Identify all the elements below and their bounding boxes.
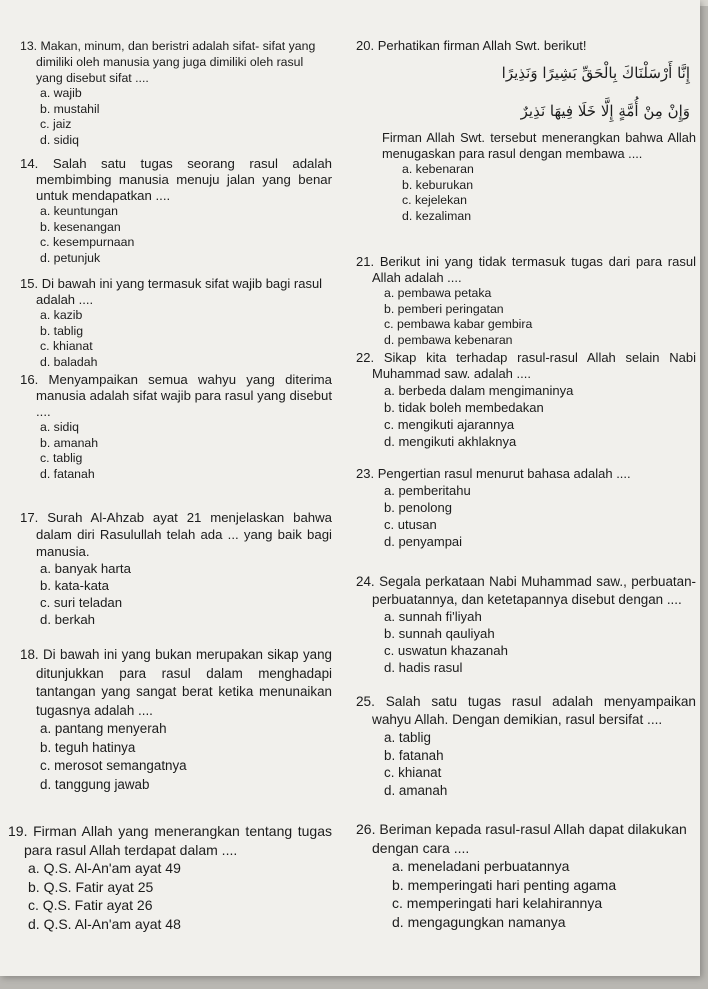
option-a[interactable]: a. Q.S. Al-An'am ayat 49	[28, 860, 181, 876]
option-c[interactable]: c. memperingati hari kelahirannya	[392, 895, 603, 911]
option-d[interactable]: d. pembawa kebenaran	[384, 332, 513, 347]
right-column	[356, 38, 696, 931]
question-stem: 26. Beriman kepada rasul-rasul Allah dapat dilakukan dengan cara ....	[356, 821, 687, 856]
question-21	[356, 254, 696, 350]
option-a[interactable]: a. sidiq	[40, 420, 79, 434]
option-a[interactable]: a. banyak harta	[40, 561, 131, 576]
option-b[interactable]: b. pemberi peringatan	[384, 301, 504, 316]
question-stem: 14. Salah satu tugas seorang rasul adalah membimbing manusia menuju jalan yang benar untuk mendapatkan ....	[20, 156, 332, 203]
arabic-verse-line-2: وَإِنْ مِنْ أُمَّةٍ إِلَّا خَلَا فِيهَا نَذِيرٌ	[520, 102, 690, 120]
option-c[interactable]: c. Q.S. Fatir ayat 26	[28, 897, 153, 913]
option-b[interactable]: b. kesenangan	[40, 219, 121, 234]
option-list	[356, 162, 696, 224]
question-23	[356, 466, 696, 573]
option-d[interactable]: d. petunjuk	[40, 250, 101, 265]
question-22	[356, 350, 696, 466]
question-stem: 21. Berikut ini yang tidak termasuk tugas dari para rasul Allah adalah ....	[356, 254, 696, 285]
question-stem: 20. Perhatikan firman Allah Swt. berikut!	[356, 38, 587, 53]
option-list	[8, 859, 332, 933]
question-26	[356, 820, 696, 931]
option-b[interactable]: b. teguh hatinya	[40, 739, 136, 755]
question-17	[20, 509, 332, 646]
option-d[interactable]: d. tanggung jawab	[40, 776, 150, 792]
option-c[interactable]: c. khianat	[40, 339, 93, 353]
option-c[interactable]: c. mengikuti ajarannya	[384, 417, 515, 432]
option-c[interactable]: c. suri teladan	[40, 595, 123, 610]
left-column	[8, 38, 333, 933]
option-b[interactable]: b. memperingati hari penting agama	[392, 876, 617, 893]
option-c[interactable]: c. tablig	[40, 451, 83, 465]
option-a[interactable]: a. keuntungan	[40, 204, 118, 218]
option-list	[356, 729, 696, 799]
option-a[interactable]: a. kazib	[40, 308, 83, 322]
question-14	[20, 156, 332, 276]
option-d[interactable]: d. berkah	[40, 612, 95, 627]
question-stem: 13. Makan, minum, dan beristri adalah sifat- sifat yang dimiliki oleh manusia yang juga dimiliki oleh rasul yang disebut sifat ....	[20, 39, 316, 85]
question-20	[356, 38, 696, 254]
option-d[interactable]: d. fatanah	[40, 466, 95, 481]
question-stem: 19. Firman Allah yang menerangkan tentang tugas para rasul Allah terdapat dalam ....	[8, 823, 333, 858]
option-b[interactable]: b. tidak boleh membedakan	[384, 400, 544, 415]
option-a[interactable]: a. wajib	[40, 86, 82, 100]
option-b[interactable]: b. sunnah qauliyah	[384, 626, 495, 641]
option-c[interactable]: c. khianat	[384, 765, 442, 780]
question-15	[20, 276, 332, 372]
question-stem: 25. Salah satu tugas rasul adalah menyampaikan wahyu Allah. Dengan demikian, rasul bersifat ....	[356, 694, 696, 727]
question-stem: 23. Pengertian rasul menurut bahasa adalah ....	[356, 466, 631, 481]
option-a[interactable]: a. kebenaran	[402, 162, 474, 176]
option-d[interactable]: d. amanah	[384, 782, 448, 798]
verse-explanation: Firman Allah Swt. tersebut menerangkan bahwa Allah menugaskan para rasul dengan membawa ....	[382, 130, 696, 161]
option-c[interactable]: c. jaiz	[40, 117, 72, 131]
option-a[interactable]: a. meneladani perbuatannya	[392, 858, 570, 874]
question-stem: 17. Surah Al-Ahzab ayat 21 menjelaskan bahwa dalam diri Rasulullah telah ada ... yang baik bagi manusia.	[20, 510, 332, 559]
option-list	[20, 560, 332, 628]
question-25	[356, 693, 696, 820]
question-stem: 18. Di bawah ini yang bukan merupakan sikap yang ditunjukkan para rasul dalam menghadapi tantangan yang sangat berat ketika menunaikan tugasnya adalah ....	[20, 647, 332, 718]
option-b[interactable]: b. kata-kata	[40, 578, 109, 593]
option-d[interactable]: d. hadis rasul	[384, 660, 463, 675]
question-13	[20, 38, 332, 156]
option-b[interactable]: b. mustahil	[40, 101, 100, 116]
option-a[interactable]: a. berbeda dalam mengimaninya	[384, 383, 574, 398]
option-d[interactable]: d. baladah	[40, 354, 98, 369]
option-list	[20, 420, 332, 482]
option-d[interactable]: d. Q.S. Al-An'am ayat 48	[28, 915, 181, 932]
option-d[interactable]: d. mengagungkan namanya	[392, 913, 566, 930]
question-24	[356, 573, 696, 693]
option-b[interactable]: b. fatanah	[384, 747, 444, 763]
option-b[interactable]: b. amanah	[40, 435, 99, 450]
option-b[interactable]: b. Q.S. Fatir ayat 25	[28, 878, 154, 895]
option-d[interactable]: d. kezaliman	[402, 208, 472, 223]
option-list	[356, 286, 696, 348]
option-b[interactable]: b. tablig	[40, 323, 84, 338]
option-d[interactable]: d. sidiq	[40, 132, 79, 147]
option-c[interactable]: c. merosot semangatnya	[40, 758, 187, 773]
question-18	[20, 646, 332, 822]
option-c[interactable]: c. uswatun khazanah	[384, 643, 508, 658]
option-d[interactable]: d. mengikuti akhlaknya	[384, 434, 517, 449]
option-a[interactable]: a. tablig	[384, 730, 431, 745]
option-list	[20, 204, 332, 266]
option-list	[356, 608, 696, 676]
option-list	[356, 482, 696, 550]
arabic-verse-line-1: إِنَّا أَرْسَلْنَاكَ بِالْحَقِّ بَشِيرًا وَنَذِيرًا	[501, 64, 690, 82]
option-list	[356, 857, 696, 931]
option-list	[356, 382, 696, 450]
option-c[interactable]: c. utusan	[384, 517, 437, 532]
option-a[interactable]: a. sunnah fi'liyah	[384, 609, 482, 624]
option-a[interactable]: a. pembawa petaka	[384, 286, 492, 300]
option-b[interactable]: b. penolong	[384, 500, 452, 515]
question-stem: 15. Di bawah ini yang termasuk sifat wajib bagi rasul adalah ....	[20, 276, 323, 307]
question-stem: 16. Menyampaikan semua wahyu yang diterima manusia adalah sifat wajib para rasul yang disebut ....	[20, 372, 332, 419]
option-c[interactable]: c. pembawa kabar gembira	[384, 317, 533, 331]
option-list	[20, 720, 332, 794]
question-16	[20, 372, 332, 509]
option-b[interactable]: b. keburukan	[402, 177, 474, 192]
question-19	[8, 822, 332, 933]
option-c[interactable]: c. kejelekan	[402, 193, 467, 207]
option-a[interactable]: a. pemberitahu	[384, 483, 471, 498]
option-list	[20, 308, 332, 370]
option-d[interactable]: d. penyampai	[384, 534, 463, 549]
question-stem: 22. Sikap kita terhadap rasul-rasul Allah selain Nabi Muhammad saw. adalah ....	[356, 350, 696, 381]
option-a[interactable]: a. pantang menyerah	[40, 721, 167, 736]
option-list	[20, 86, 332, 148]
question-stem: 24. Segala perkataan Nabi Muhammad saw., perbuatan-perbuatannya, dan ketetapannya disebut dengan ....	[356, 574, 696, 607]
option-c[interactable]: c. kesempurnaan	[40, 235, 135, 249]
